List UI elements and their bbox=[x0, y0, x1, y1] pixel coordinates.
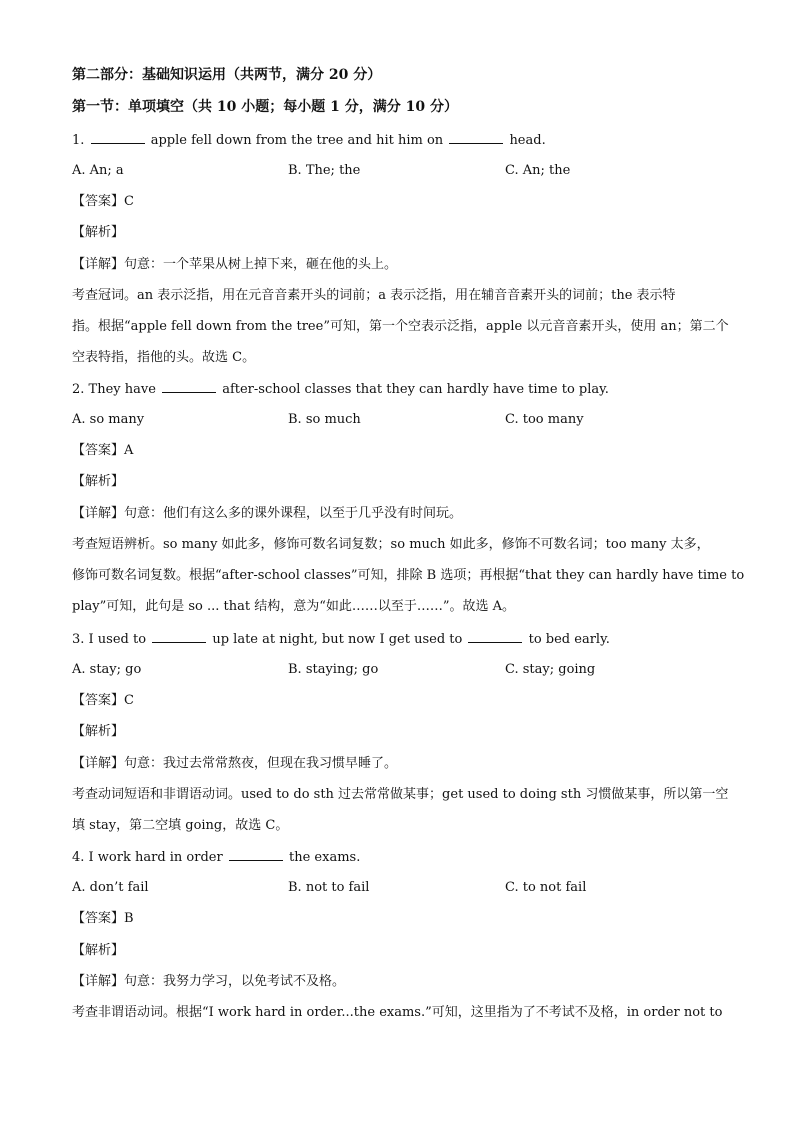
stem-text: up late at night, but now I get used to bbox=[212, 632, 463, 647]
question-1-stem bbox=[72, 131, 722, 150]
option-a: A. stay; go bbox=[72, 662, 142, 677]
explain-line: 空表特指，指他的头。故选 C。 bbox=[72, 350, 256, 365]
explain-line: 考查动词短语和非谓语动词。used to do sth 过去常常做某事；get used to doing sth 习惯做某事，所以第一空 bbox=[72, 787, 729, 802]
analysis-label: 【解析】 bbox=[72, 943, 125, 958]
answer-blank bbox=[91, 131, 145, 144]
explain-line: 指。根据“apple fell down from the tree”可知，第一个空表示泛指，apple 以元音音素开头，使用 an；第二个 bbox=[72, 319, 729, 334]
option-b: B. not to fail bbox=[288, 880, 370, 895]
analysis-label: 【解析】 bbox=[72, 225, 125, 240]
part-title: 第二部分：基础知识运用（共两节，满分 20 分） bbox=[72, 67, 382, 83]
answer-blank bbox=[468, 630, 522, 643]
question-4-stem bbox=[72, 848, 722, 867]
section-title: 第一节：单项填空（共 10 小题；每小题 1 分，满分 10 分） bbox=[72, 99, 458, 115]
stem-text: 2. They have bbox=[72, 382, 156, 397]
explain-line: 修饰可数名词复数。根据“after-school classes”可知，排除 B 选项；再根据“that they can hardly have time to bbox=[72, 568, 745, 583]
explain-line: 考查冠词。an 表示泛指，用在元音音素开头的词前；a 表示泛指，用在辅音音素开头的词前；the 表示特 bbox=[72, 288, 676, 303]
answer-line: 【答案】B bbox=[72, 911, 134, 926]
answer-blank bbox=[449, 131, 503, 144]
detail-line: 【详解】句意：我努力学习，以免考试不及格。 bbox=[72, 974, 346, 989]
option-c: C. too many bbox=[505, 412, 584, 427]
analysis-label: 【解析】 bbox=[72, 474, 125, 489]
stem-text: the exams. bbox=[289, 850, 361, 865]
detail-line: 【详解】句意：他们有这么多的课外课程，以至于几乎没有时间玩。 bbox=[72, 506, 463, 521]
explain-line: 填 stay，第二空填 going，故选 C。 bbox=[72, 818, 289, 833]
option-a: A. don’t fail bbox=[72, 880, 149, 895]
answer-line: 【答案】C bbox=[72, 693, 134, 708]
option-b: B. The; the bbox=[288, 163, 361, 178]
question-3-stem bbox=[72, 630, 722, 649]
question-number: 1. bbox=[72, 133, 85, 148]
stem-text: apple fell down from the tree and hit him on bbox=[150, 133, 444, 148]
explain-line: play”可知，此句是 so ... that 结构，意为“如此……以至于……”。故选 A。 bbox=[72, 599, 516, 614]
option-a: A. so many bbox=[72, 412, 145, 427]
option-c: C. stay; going bbox=[505, 662, 596, 677]
stem-text: to bed early. bbox=[528, 632, 610, 647]
detail-line: 【详解】句意：一个苹果从树上掉下来，砸在他的头上。 bbox=[72, 257, 398, 272]
option-b: B. staying; go bbox=[288, 662, 379, 677]
option-c: C. to not fail bbox=[505, 880, 587, 895]
stem-text: after-school classes that they can hardly have time to play. bbox=[222, 382, 609, 397]
answer-blank bbox=[152, 630, 206, 643]
option-c: C. An; the bbox=[505, 163, 571, 178]
option-b: B. so much bbox=[288, 412, 361, 427]
answer-blank bbox=[229, 848, 283, 861]
stem-text: 3. I used to bbox=[72, 632, 147, 647]
stem-text: 4. I work hard in order bbox=[72, 850, 223, 865]
detail-line: 【详解】句意：我过去常常熬夜，但现在我习惯早睡了。 bbox=[72, 756, 398, 771]
explain-line: 考查短语辨析。so many 如此多，修饰可数名词复数；so much 如此多，修饰不可数名词；too many 太多， bbox=[72, 537, 710, 552]
analysis-label: 【解析】 bbox=[72, 724, 125, 739]
answer-blank bbox=[162, 380, 216, 393]
answer-line: 【答案】C bbox=[72, 194, 134, 209]
explain-line: 考查非谓语动词。根据“I work hard in order...the exams.”可知，这里指为了不考试不及格，in order not to bbox=[72, 1005, 723, 1020]
answer-line: 【答案】A bbox=[72, 443, 134, 458]
option-a: A. An; a bbox=[72, 163, 124, 178]
stem-text: head. bbox=[509, 133, 546, 148]
question-2-stem bbox=[72, 380, 722, 399]
